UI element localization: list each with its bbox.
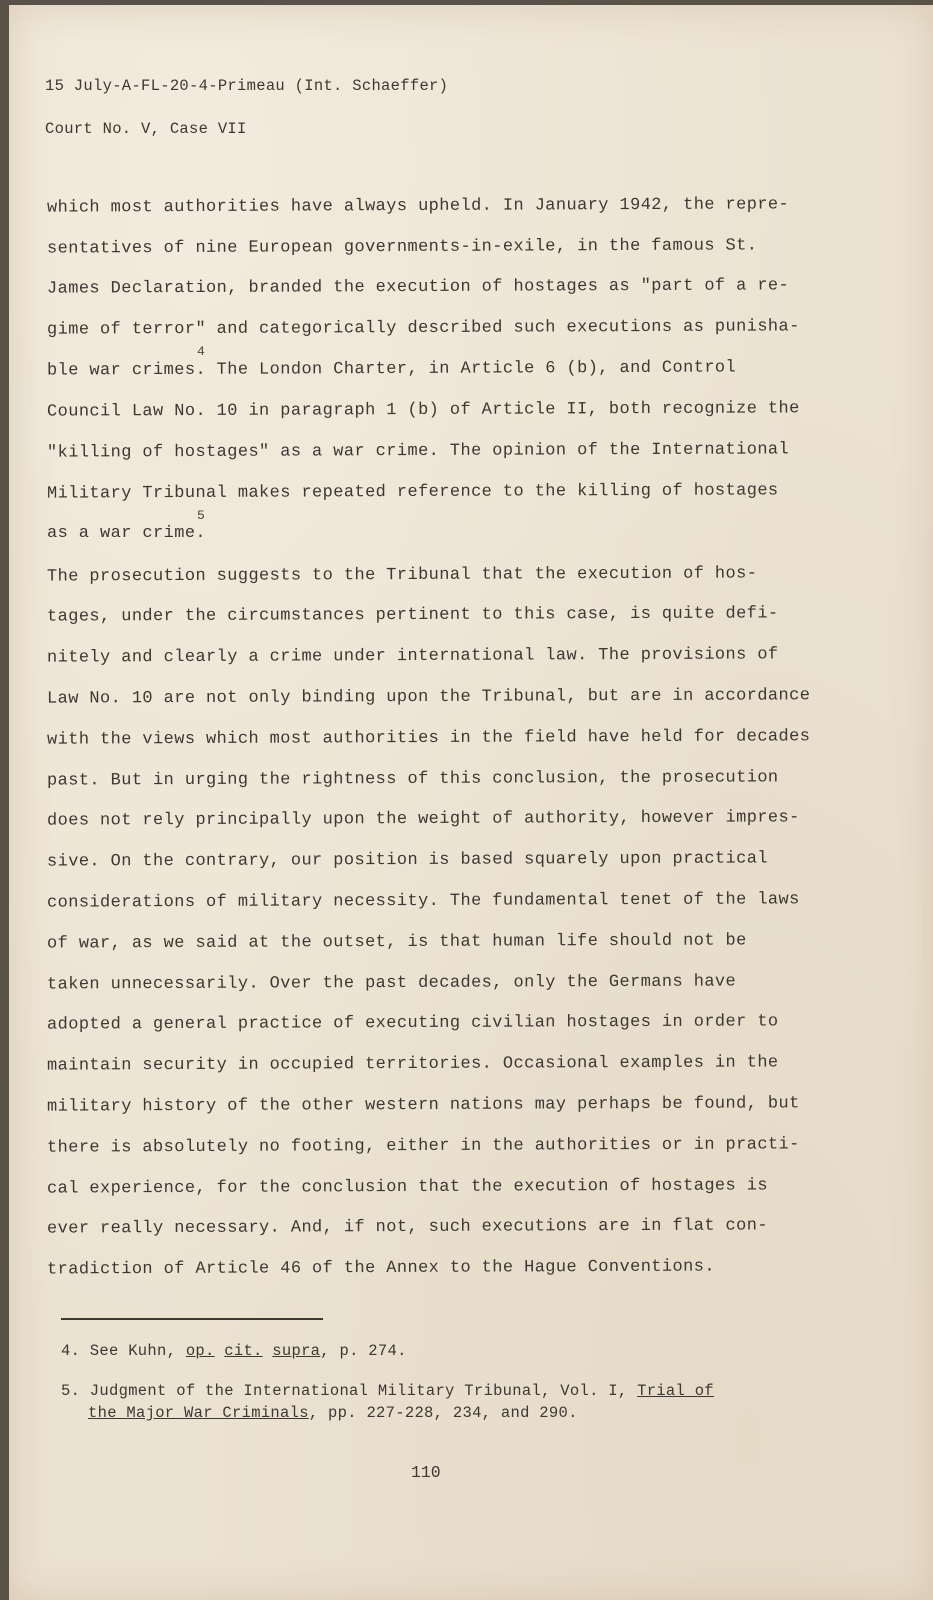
footnote-4-suffix: , p. 274. [320, 1342, 407, 1360]
footnote-4-prefix: 4. See Kuhn, [61, 1342, 186, 1360]
body-line: does not rely principally upon the weight of authority, however impres- [46, 808, 800, 831]
body-line: ever really necessary. And, if not, such executions are in flat con- [46, 1216, 768, 1239]
body-line: of war, as we said at the outset, is that human life should not be [46, 931, 747, 954]
body-line: "killing of hostages" as a war crime. The opinion of the International [46, 440, 790, 463]
body-line: Council Law No. 10 in paragraph 1 (b) of Article II, both recognize the [46, 399, 800, 422]
footnote-5-continuation [88, 1404, 578, 1422]
footnote-4 [61, 1342, 407, 1360]
footnote-ref-4: 4 [197, 344, 205, 359]
body-line: tages, under the circumstances pertinent to this case, is quite defi- [46, 604, 779, 627]
body-line: sive. On the contrary, our position is based squarely upon practical [46, 849, 768, 872]
body-line: past. But in urging the rightness of this conclusion, the prosecution [46, 768, 779, 791]
body-line: with the views which most authorities in the field have held for decades [46, 727, 811, 750]
footnote-5-text: 5. Judgment of the International Military Tribunal, Vol. I, [61, 1382, 638, 1400]
header-court-number: Court No. V, Case VII [45, 120, 247, 138]
footnote-5-pages: , pp. 227-228, 234, and 290. [308, 1404, 578, 1422]
body-line: maintain security in occupied territories. Occasional examples in the [46, 1053, 779, 1076]
body-line: cal experience, for the conclusion that the execution of hostages is [46, 1176, 768, 1199]
footnote-4-supra: supra [272, 1342, 321, 1360]
footnote-4-op: op. [185, 1342, 215, 1360]
body-line: there is absolutely no footing, either in the authorities or in practi- [46, 1135, 800, 1158]
body-line: considerations of military necessity. The fundamental tenet of the laws [46, 890, 800, 913]
body-line: taken unnecessarily. Over the past decades, only the Germans have [46, 972, 737, 995]
body-line: sentatives of nine European governments-in-exile, in the famous St. [46, 236, 758, 259]
body-line: Law No. 10 are not only binding upon the Tribunal, but are in accordance [46, 686, 811, 709]
body-line: tradiction of Article 46 of the Annex to the Hague Conventions. [46, 1257, 715, 1280]
footnote-5 [61, 1382, 714, 1400]
body-line: The prosecution suggests to the Tribunal that the execution of hos- [46, 564, 758, 587]
header-case-reference: 15 July-A-FL-20-4-Primeau (Int. Schaeffer) [45, 77, 449, 95]
footnote-4-cit: cit. [224, 1342, 263, 1360]
body-line: adopted a general practice of executing civilian hostages in order to [46, 1012, 779, 1035]
body-line: as a war crime. [47, 524, 207, 543]
body-line: nitely and clearly a crime under international law. The provisions of [46, 645, 779, 668]
body-line: James Declaration, branded the execution of hostages as "part of a re- [46, 276, 790, 299]
body-line: ble war crimes. The London Charter, in Article 6 (b), and Control [46, 358, 737, 381]
body-line: military history of the other western nations may perhaps be found, but [46, 1094, 800, 1117]
page-number: 110 [411, 1463, 441, 1482]
document-page [9, 5, 933, 1600]
footnote-separator [61, 1318, 323, 1320]
body-line: Military Tribunal makes repeated reference to the killing of hostages [46, 481, 779, 504]
footnote-ref-5: 5 [197, 508, 205, 523]
footnote-5-title-part2: the Major War Criminals [88, 1404, 309, 1422]
body-line: which most authorities have always upheld. In January 1942, the repre- [46, 195, 790, 218]
body-line: gime of terror" and categorically described such executions as punisha- [46, 317, 800, 340]
footnote-5-title-part1: Trial of [637, 1382, 714, 1400]
